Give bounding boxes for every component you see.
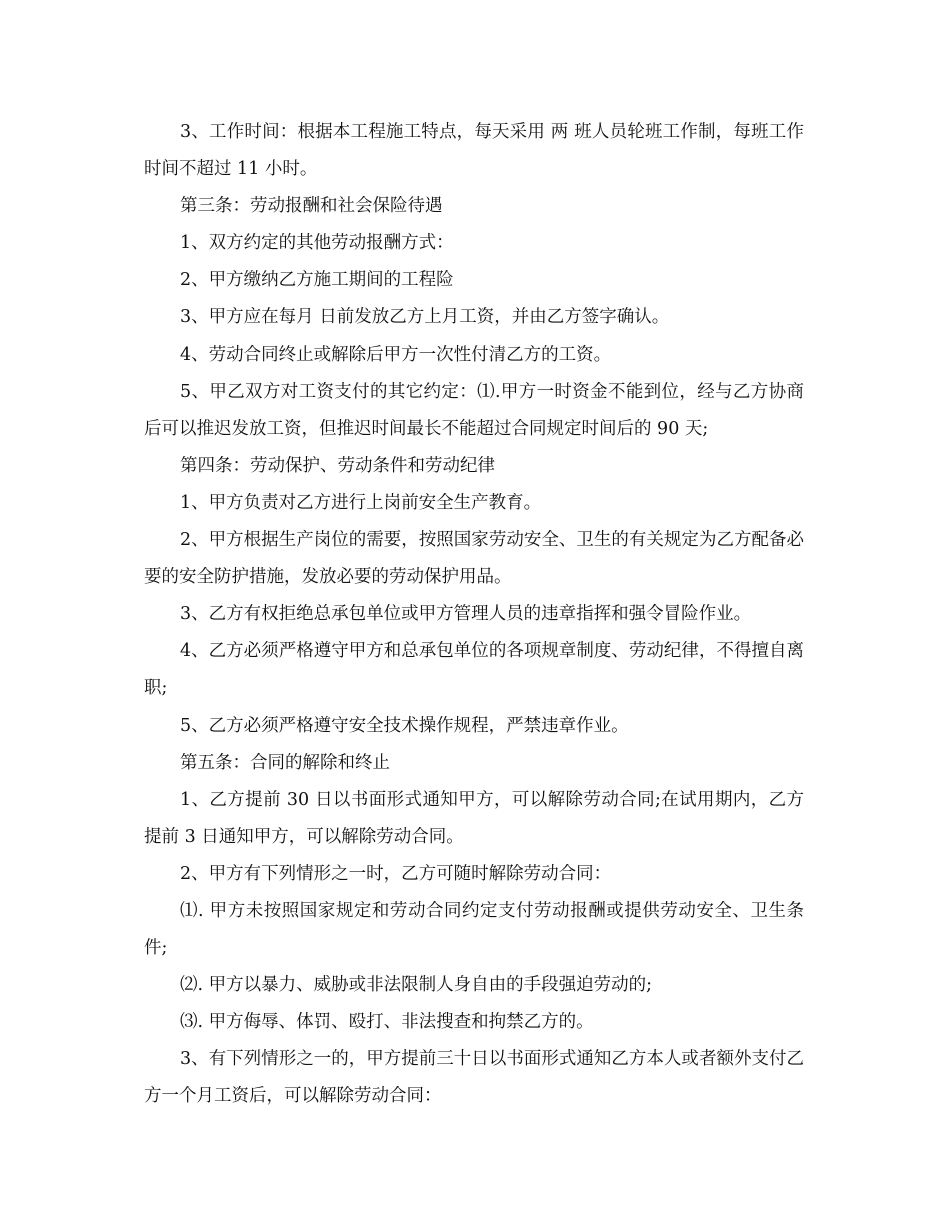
document-body	[144, 114, 804, 1116]
paragraph: 5、乙方必须严格遵守安全技术操作规程，严禁违章作业。	[180, 715, 629, 736]
paragraph: 2、甲方有下列情形之一时，乙方可随时解除劳动合同：	[180, 863, 612, 884]
list-item: ⑴. 甲方未按照国家规定和劳动合同约定支付劳动报酬或提供劳动安全、卫生条件;	[144, 900, 804, 959]
paragraph: 2、甲方根据生产岗位的需要，按照国家劳动安全、卫生的有关规定为乙方配备必要的安全防护措施，发放必要的劳动保护用品。	[144, 530, 804, 588]
paragraph: 3、甲方应在每月 日前发放乙方上月工资，并由乙方签字确认。	[180, 307, 670, 328]
paragraph-work-hours: 3、工作时间：根据本工程施工特点，每天采用 两 班人员轮班工作制，每班工作时间不超过 11 小时。	[144, 122, 804, 180]
paragraph: 2、甲方缴纳乙方施工期间的工程险	[180, 270, 454, 291]
paragraph: 4、乙方必须严格遵守甲方和总承包单位的各项规章制度、劳动纪律，不得擅自离职;	[144, 641, 804, 699]
paragraph: 1、乙方提前 30 日以书面形式通知甲方，可以解除劳动合同;在试用期内，乙方提前 3 日通知甲方，可以解除劳动合同。	[144, 789, 804, 847]
list-item: ⑶. 甲方侮辱、体罚、殴打、非法搜查和拘禁乙方的。	[180, 1012, 594, 1033]
paragraph: 1、双方约定的其他劳动报酬方式：	[180, 233, 454, 254]
section-heading-article-5: 第五条：合同的解除和终止	[180, 752, 390, 773]
paragraph: 3、乙方有权拒绝总承包单位或甲方管理人员的违章指挥和强令冒险作业。	[180, 604, 752, 625]
list-item: ⑵. 甲方以暴力、威胁或非法限制人身自由的手段强迫劳动的;	[180, 975, 653, 996]
paragraph: 3、有下列情形之一的，甲方提前三十日以书面形式通知乙方本人或者额外支付乙方一个月工资后，可以解除劳动合同：	[144, 1049, 804, 1107]
paragraph: 4、劳动合同终止或解除后甲方一次性付清乙方的工资。	[180, 344, 612, 365]
section-heading-article-3: 第三条：劳动报酬和社会保险待遇	[180, 196, 443, 217]
section-heading-article-4: 第四条：劳动保护、劳动条件和劳动纪律	[180, 455, 495, 476]
paragraph: 5、甲乙双方对工资支付的其它约定：⑴.甲方一时资金不能到位，经与乙方协商后可以推迟发放工资，但推迟时间最长不能超过合同规定时间后的 90 天;	[144, 381, 804, 439]
paragraph: 1、甲方负责对乙方进行上岗前安全生产教育。	[180, 492, 542, 513]
